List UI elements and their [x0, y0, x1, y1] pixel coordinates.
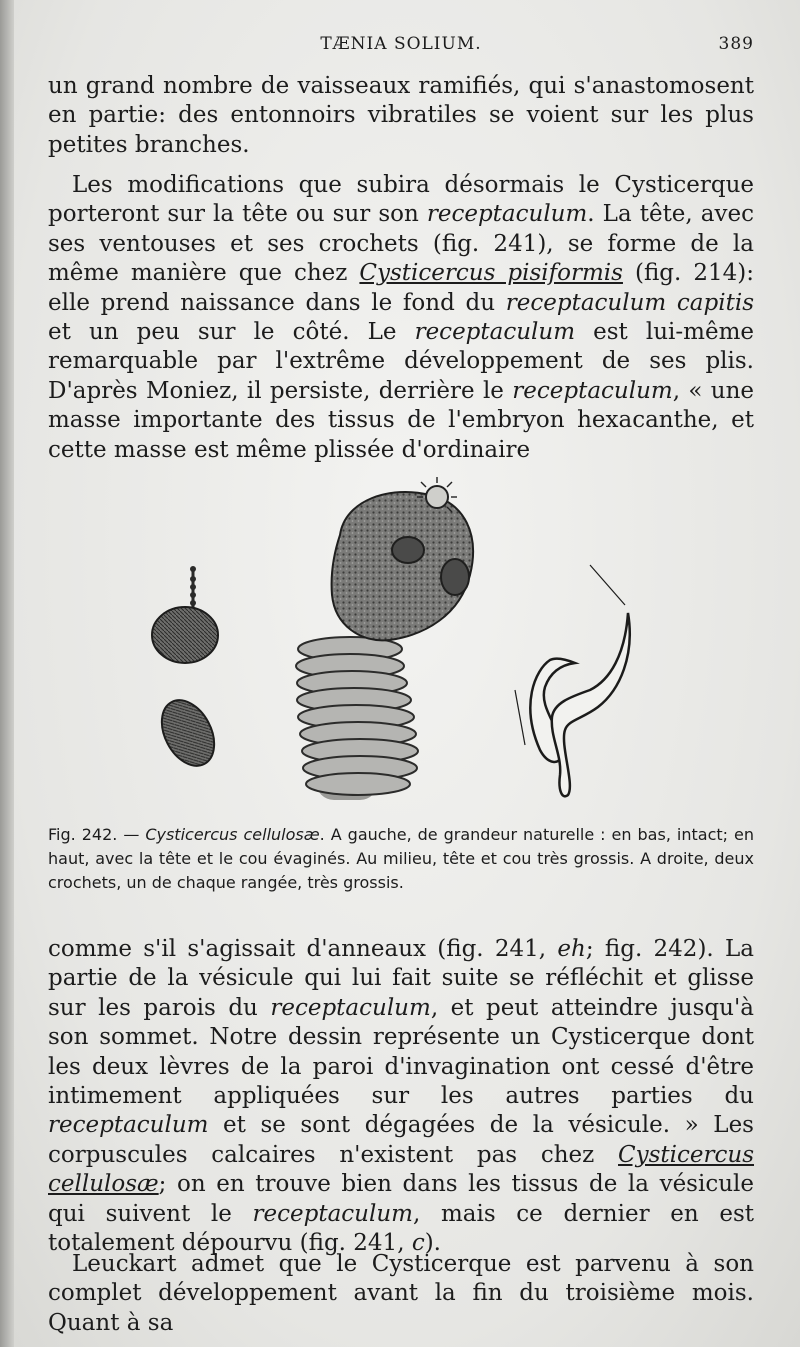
italic-term: receptaculum [270, 994, 431, 1021]
text-run: , « une masse importante des tissus de l'embryon hexacanthe, et cette masse est même plissée d'ordinaire [48, 377, 754, 463]
italic-term: receptaculum [512, 377, 673, 404]
text-run: (fig. 214): elle prend naissance dans le fond du [48, 260, 754, 316]
paragraph-4-text: Leuckart admet que le Cysticerque est parvenu à son complet développement avant la fin du troisième mois. Quant à sa [48, 1251, 754, 1336]
text-run: Les modifications que subira désormais le Cysticerque porteront sur la tête ou sur son [48, 172, 754, 228]
text-run: , mais ce dernier en est totalement dépourvu (fig. 241, [48, 1200, 754, 1257]
italic-term: receptaculum [426, 201, 588, 228]
text-run: , et peut atteindre jusqu'à son sommet. Notre dessin représente un Cysticerque dont les deux lèvres de la paroi d'invagination ont cessé d'être intimement appliquées sur les autres parties du [48, 994, 754, 1110]
text-run: est lui-même remarquable par l'extrême développement de ses plis. D'après Moniez, il persiste, derrière le [48, 319, 754, 404]
running-head-title: TÆNIA SOLIUM. [320, 34, 482, 54]
text-run: ; fig. 242). La partie de la vésicule qui lui fait suite se réfléchit et glisse sur les parois du [48, 936, 754, 1021]
text-run: et se sont dégagées de la vésicule. » Les corpuscules calcaires n'existent pas chez [48, 1112, 754, 1168]
cysticercus-head-neck-enlarged [296, 477, 473, 800]
text-run: ). [424, 1230, 441, 1257]
paragraph-3 [48, 935, 754, 1258]
italic-term: eh [557, 936, 586, 962]
cysticercus-intact-small [151, 691, 224, 774]
page-number: 389 [718, 34, 754, 54]
italic-term: receptaculum [48, 1112, 209, 1139]
caption-text: . A gauche, de grandeur naturelle : en bas, intact; en haut, avec la tête et le cou évaginés. Au milieu, tête et cou très grossis. A droite, deux crochets, un de chaque rangée, très grossis. [48, 825, 755, 892]
italic-term: receptaculum capitis [505, 289, 755, 316]
caption-species: Cysticercus cellulosæ [145, 825, 320, 844]
italic-term: receptaculum [414, 319, 576, 346]
text-run: . La tête, avec ses ventouses et ses crochets (fig. 241), se forme de la même manière que chez [48, 201, 754, 287]
italic-term-underlined: Cysticercus pisiformis [359, 260, 623, 287]
paragraph-2 [48, 171, 754, 465]
page-gutter-shadow [0, 0, 14, 1347]
running-head [48, 34, 754, 58]
hooks-enlarged [515, 565, 630, 796]
caption-label: Fig. 242. — [48, 825, 146, 844]
paragraph-1 [48, 72, 754, 160]
text-run: comme s'il s'agissait d'anneaux (fig. 241, [48, 936, 558, 962]
italic-term-underlined: Cysticercus cellulosæ [48, 1141, 754, 1198]
figure-caption [48, 823, 754, 895]
cysticercus-evaginated-small [152, 566, 218, 663]
italic-term: c [411, 1230, 425, 1257]
paragraph-1-text: un grand nombre de vaisseaux ramifiés, qui s'anastomosent en partie: des entonnoirs vibratiles se voient sur les plus petites branches. [48, 73, 754, 158]
figure-242-illustration [120, 475, 680, 805]
paragraph-4 [48, 1250, 754, 1338]
italic-term: receptaculum [252, 1200, 413, 1227]
text-run: et un peu sur le côté. Le [48, 319, 415, 346]
text-run: ; on en trouve bien dans les tissus de la vésicule qui suivent le [48, 1171, 754, 1227]
